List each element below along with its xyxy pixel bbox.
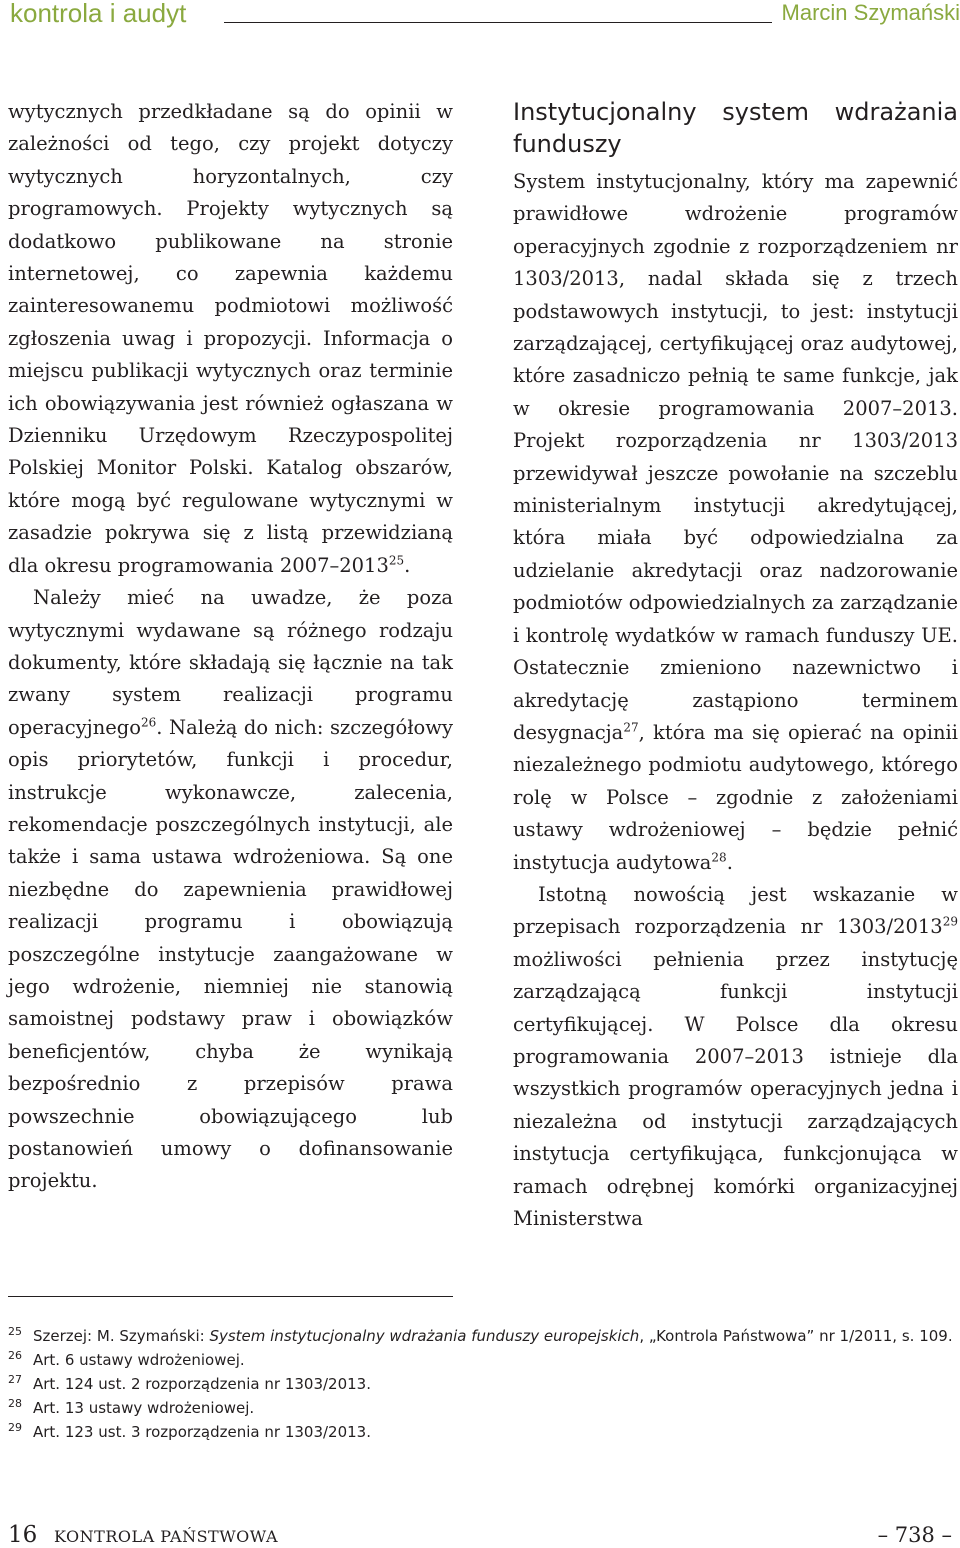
left-column — [8, 96, 453, 1198]
header-rule — [224, 22, 772, 23]
footnote: 29 Art. 123 ust. 3 rozporządzenia nr 1303/2013. — [8, 1420, 958, 1444]
journal-name: KONTROLA PAŃSTWOWA — [54, 1527, 278, 1546]
footnote-ref[interactable]: 25 — [388, 553, 405, 568]
footnote-ref[interactable]: 26 — [141, 715, 157, 730]
footnote: 25 Szerzej: M. Szymański: System instytucjonalny wdrażania funduszy europejskich, „Kontrola Państwowa” nr 1/2011, s. 109. — [8, 1324, 958, 1348]
footnote-number: 26 — [8, 1349, 22, 1362]
section-heading: Instytucjonalny system wdrażania funduszy — [513, 98, 958, 158]
footnote-number: 25 — [8, 1325, 22, 1338]
footnote-ref[interactable]: 28 — [711, 850, 727, 865]
footnote-rule — [8, 1296, 453, 1297]
section-label: kontrola i audyt — [10, 0, 187, 28]
cited-title: System instytucjonalny wdrażania funduszy europejskich — [209, 1327, 640, 1345]
paragraph: wytycznych przedkładane są do opinii w zależności od tego, czy projekt dotyczy wytycznych horyzontalnych, czy programowych. Projekty wytycznych są dodatkowo publikowane na stronie internetowej, co zapewnia każdemu zainteresowanemu podmiotowi możliwość zgłoszenia uwag i propozycji. Informacja o miejscu publikacji wytycznych oraz terminie ich obowiązywania jest również ogłaszana w Dzienniku Urzędowym Rzeczypospolitej Polskiej Monitor Polski. Katalog obszarów, które mogą być regulowane wytycznymi w zasadzie pokrywa się z listą przewidzianą dla okresu programowania 2007–2013$^{25}$. — [8, 100, 453, 577]
right-column — [513, 96, 958, 1235]
page-footer — [8, 1522, 952, 1548]
footnotes — [8, 1324, 958, 1444]
author-name: Marcin Szymański — [781, 0, 960, 25]
paragraph: Należy mieć na uwadze, że poza wytycznymi wydawane są różnego rodzaju dokumenty, które składają się łącznie na tak zwany system realizacji programu operacyjnego$^{26}$. Należą do nich: szczegółowy opis priorytetów, funkcji i procedur, instrukcje wykonawcze, zalecenia, rekomendacje poszczególnych instytucji, ale także i sama ustawa wdrożeniowa. Są one niezbędne do zapewnienia prawidłowej realizacji programu i obowiązują poszczególne instytucje zaangażowane w jego wdrożenie, niemniej nie stanowią samoistnej podstawy praw i obowiązków beneficjentów, chyba że wynikają bezpośrednio z przepisów prawa powszechnie obowiązującego lub postanowień umowy o dofinansowanie projektu. — [8, 586, 453, 1193]
page-number: 16 — [8, 1522, 38, 1548]
paragraph: System instytucjonalny, który ma zapewnić prawidłowe wdrożenie programów operacyjnych zgodnie z rozporządzeniem nr 1303/2013, nadal składa się z trzech podstawowych instytucji, to jest: instytucji zarządzającej, certyfikującej oraz audytowej, które zasadniczo pełnią te same funkcje, jak w okresie programowania 2007–2013. Projekt rozporządzenia nr 1303/2013 przewidywał jeszcze powołanie na szczeblu ministerialnym instytucji akredytującej, która miała być odpowiedzialna za udzielanie akredytacji oraz nadzorowanie podmiotów odpowiedzialnych za zarządzanie i kontrolę wydatków w ramach funduszy UE. Ostatecznie zmieniono nazewnictwo i akredytację zastąpiono terminem desygnacja$^{27}$, która ma się opierać na opinii niezależnego podmiotu audytowego, którego rolę w Polsce – zgodnie z założeniami ustawy wdrożeniowej – będzie pełnić instytucja audytowa$^{28}$. — [513, 170, 958, 874]
footnote-number: 28 — [8, 1397, 22, 1410]
footnote-number: 27 — [8, 1373, 22, 1386]
footnote: 26 Art. 6 ustawy wdrożeniowej. — [8, 1348, 958, 1372]
footnote-ref[interactable]: 29 — [942, 914, 958, 929]
issue-number: – 738 – — [877, 1523, 952, 1547]
footnote-number: 29 — [8, 1421, 22, 1434]
footnote: 28 Art. 13 ustawy wdrożeniowej. — [8, 1396, 958, 1420]
footnote-ref[interactable]: 27 — [623, 720, 639, 735]
paragraph: Istotną nowością jest wskazanie w przepisach rozporządzenia nr 1303/2013$^{29}$ możliwości pełnienia przez instytucję zarządzającą funkcji instytucji certyfikującej. W Polsce dla okresu programowania 2007–2013 istnieje dla wszystkich programów operacyjnych jedna i niezależna od instytucji zarządzających instytucja certyfikująca, funkcjonująca w ramach odrębnej komórki organizacyjnej Ministerstwa — [513, 882, 958, 1230]
footnote: 27 Art. 124 ust. 2 rozporządzenia nr 1303/2013. — [8, 1372, 958, 1396]
page-header — [10, 0, 960, 34]
